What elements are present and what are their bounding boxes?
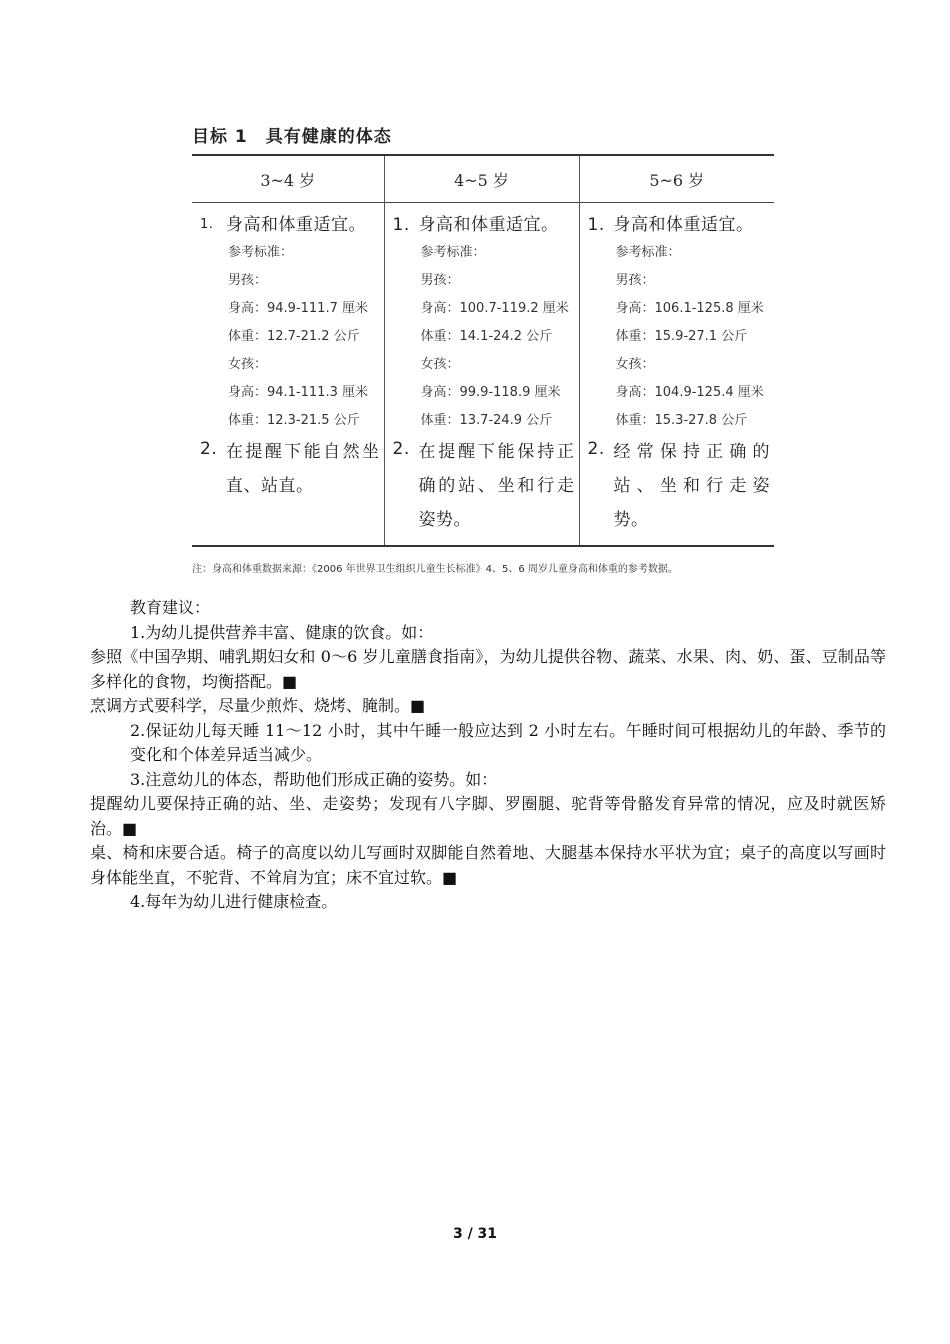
item-number: 1.: [392, 215, 410, 235]
column-header: 5~6 岁: [579, 155, 774, 203]
education-suggestions: [90, 596, 886, 915]
item-2: [586, 435, 771, 537]
item-text: 在提醒下能保持正确的站、坐和行走姿势。: [418, 442, 575, 530]
paragraph: 烹调方式要科学，尽量少煎炸、烧烤、腌制。■: [90, 696, 426, 715]
figure-note: 注：身高和体重数据来源：《2006 年世界卫生组织儿童生长标准》4、5、6 周岁儿童身高和体重的参考数据。: [192, 564, 678, 575]
section-heading: 教育建议：: [130, 598, 211, 617]
paragraph: 参照《中国孕期、哺乳期妇女和 0～6 岁儿童膳食指南》，为幼儿提供谷物、蔬菜、水果、肉、奶、蛋、豆制品等多样化的食物，均衡搭配。■: [90, 647, 886, 691]
item-number: 2.: [392, 439, 410, 459]
column-header: 3~4 岁: [260, 170, 316, 190]
goal-table: [192, 154, 774, 547]
item-number: 2.: [200, 439, 218, 459]
item-1: [391, 211, 575, 239]
item-text: 身高和体重适宜。: [418, 215, 559, 235]
item-2: [198, 435, 380, 503]
ref-line: 体重：15.3-27.8 公斤: [615, 413, 748, 428]
ref-line: 男孩：: [615, 273, 655, 288]
item-number: 1.: [200, 217, 214, 232]
item-text: 身高和体重适宜。: [613, 215, 754, 235]
ref-line: 体重：13.7-24.9 公斤: [420, 413, 553, 428]
ref-line: 身高：104.9-125.4 厘米: [615, 385, 764, 400]
ref-line: 身高：94.9-111.7 厘米: [228, 301, 368, 316]
paragraph: 1.为幼儿提供营养丰富、健康的饮食。如：: [130, 622, 434, 642]
table-cell-5-6: [579, 203, 774, 547]
table-header-row: [192, 155, 774, 203]
figure-title: 目标 1 具有健康的体态: [192, 127, 392, 147]
column-header: 4~5 岁: [384, 155, 579, 203]
item-1: [198, 211, 380, 239]
item-number: 2.: [587, 439, 605, 459]
ref-line: 女孩：: [615, 357, 655, 372]
item-text: 经常保持正确的站、坐和行走姿势。: [613, 442, 770, 530]
item-2: [391, 435, 575, 537]
item-text: 在提醒下能自然坐直、站直。: [226, 442, 380, 496]
item-1: [586, 211, 771, 239]
table-row: [192, 203, 774, 547]
ref-line: 参考标准：: [420, 245, 486, 260]
ref-line: 体重：12.3-21.5 公斤: [228, 413, 360, 428]
ref-line: 身高：99.9-118.9 厘米: [420, 385, 561, 400]
paragraph: 提醒幼儿要保持正确的站、坐、走姿势；发现有八字脚、罗圈腿、驼背等骨骼发育异常的情况，应及时就医矫治。■: [90, 794, 886, 838]
ref-line: 体重：15.9-27.1 公斤: [615, 329, 748, 344]
ref-line: 男孩：: [420, 273, 460, 288]
table-cell-3-4: [192, 203, 384, 547]
ref-line: 身高：106.1-125.8 厘米: [615, 301, 764, 316]
ref-line: 女孩：: [420, 357, 460, 372]
ref-line: 女孩：: [228, 357, 268, 372]
ref-line: 身高：94.1-111.3 厘米: [228, 385, 368, 400]
ref-line: 身高：100.7-119.2 厘米: [420, 301, 569, 316]
ref-line: 体重：14.1-24.2 公斤: [420, 329, 553, 344]
item-text: 身高和体重适宜。: [226, 215, 366, 235]
item-number: 1.: [587, 215, 605, 235]
ref-line: 体重：12.7-21.2 公斤: [228, 329, 360, 344]
table-cell-4-5: [384, 203, 579, 547]
paragraph: 4.每年为幼儿进行健康检查。: [130, 892, 338, 911]
ref-line: 参考标准：: [228, 245, 294, 260]
ref-line: 参考标准：: [615, 245, 681, 260]
ref-line: 男孩：: [228, 273, 268, 288]
page-number: 3 / 31: [452, 1226, 498, 1242]
paragraph: 2.保证幼儿每天睡 11～12 小时，其中午睡一般应达到 2 小时左右。午睡时间可根据幼儿的年龄、季节的变化和个体差异适当减少。: [130, 720, 886, 764]
paragraph: 桌、椅和床要合适。椅子的高度以幼儿写画时双脚能自然着地、大腿基本保持水平状为宜；桌子的高度以写画时身体能坐直，不驼背、不耸肩为宜；床不宜过软。■: [90, 843, 886, 887]
paragraph: 3.注意幼儿的体态，帮助他们形成正确的姿势。如：: [130, 769, 498, 789]
